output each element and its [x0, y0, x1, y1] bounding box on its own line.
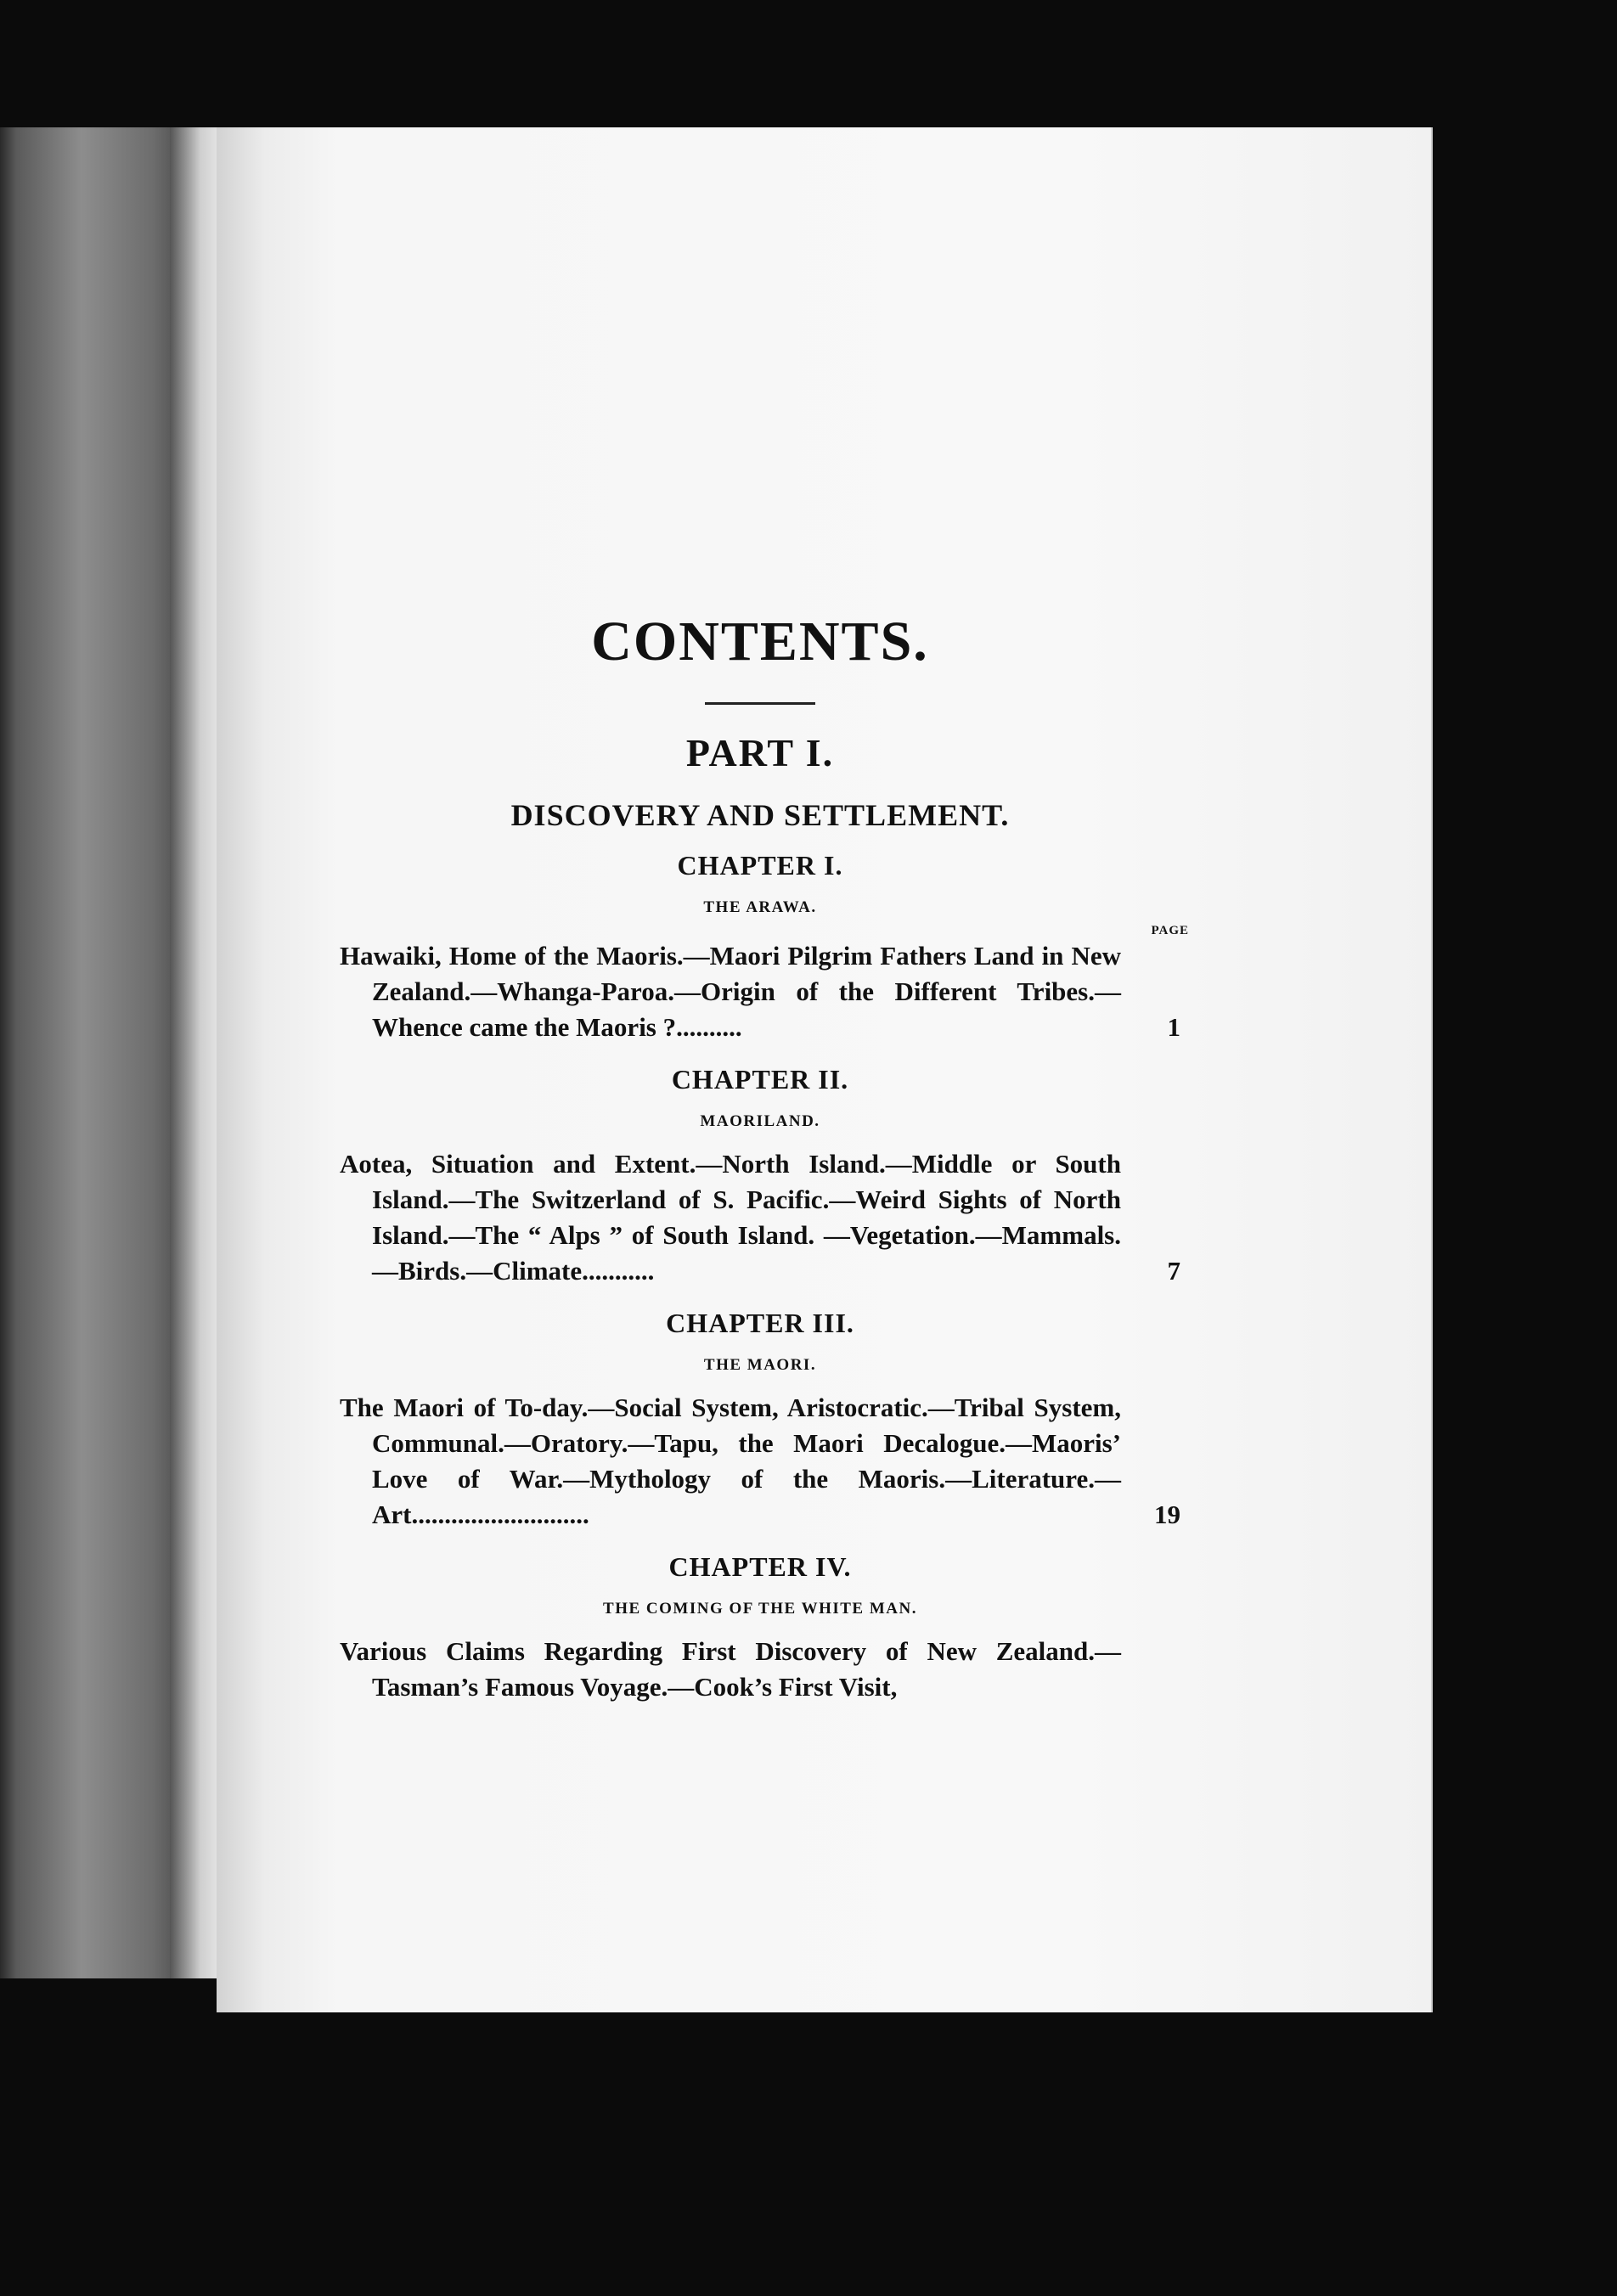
- chapter-summary-text: The Maori of To-day.—Social System, Aristocratic.—Tribal System, Communal.—Oratory.—Tapu, the Maori Decalogue.—Maoris’ Love of War.—Mythology of the Maoris.—Literature.—Art...........................: [340, 1392, 1121, 1529]
- chapter-heading: CHAPTER II.: [671, 1063, 849, 1095]
- chapter-page-number: 19: [1154, 1499, 1180, 1529]
- chapter-entry-3: [340, 1308, 1180, 1533]
- part-heading: PART I.: [685, 730, 835, 774]
- chapter-subtitle: MAORILAND.: [700, 1111, 820, 1130]
- chapter-summary: [340, 1146, 1180, 1289]
- title-rule: [705, 702, 815, 705]
- chapter-entry-4: [340, 1551, 1180, 1705]
- chapter-summary: [340, 1634, 1180, 1705]
- chapter-heading: CHAPTER I.: [677, 849, 843, 881]
- chapter-subtitle: THE COMING OF THE WHITE MAN.: [603, 1599, 917, 1618]
- chapter-page-number: 7: [1167, 1255, 1180, 1286]
- page-title: CONTENTS.: [591, 611, 929, 672]
- chapter-summary-text: Aotea, Situation and Extent.—North Island.—Middle or South Island.—The Switzerland of S. Pacific.—Weird Sights of North Island.—The “ Alps ” of South Island. —Vegetation.—Mammals.—Birds.—Climate...........: [340, 1148, 1121, 1286]
- chapter-page-number: 1: [1167, 1011, 1180, 1042]
- chapter-heading: CHAPTER IV.: [668, 1550, 852, 1582]
- chapter-heading: CHAPTER III.: [666, 1307, 854, 1338]
- chapter-summary-text: Various Claims Regarding First Discovery of New Zealand.—Tasman’s Famous Voyage.—Cook’s First Visit,: [340, 1635, 1121, 1702]
- chapter-entry-1: [340, 849, 1189, 1045]
- chapter-summary-text: Hawaiki, Home of the Maoris.—Maori Pilgrim Fathers Land in New Zealand.—Whanga-Paroa.—Origin of the Different Tribes.—Whence came the Maoris ?..........: [340, 940, 1121, 1042]
- chapter-subtitle: THE MAORI.: [703, 1355, 817, 1374]
- chapter-summary: [340, 938, 1180, 1045]
- page-column-label: PAGE: [1151, 923, 1189, 937]
- chapter-summary: [340, 1390, 1180, 1533]
- chapter-entry-2: [340, 1064, 1180, 1289]
- part-title: DISCOVERY AND SETTLEMENT.: [510, 797, 1010, 832]
- contents-body: [340, 611, 1189, 1724]
- chapter-subtitle: THE ARAWA.: [703, 898, 817, 916]
- book-gutter: [170, 127, 221, 1978]
